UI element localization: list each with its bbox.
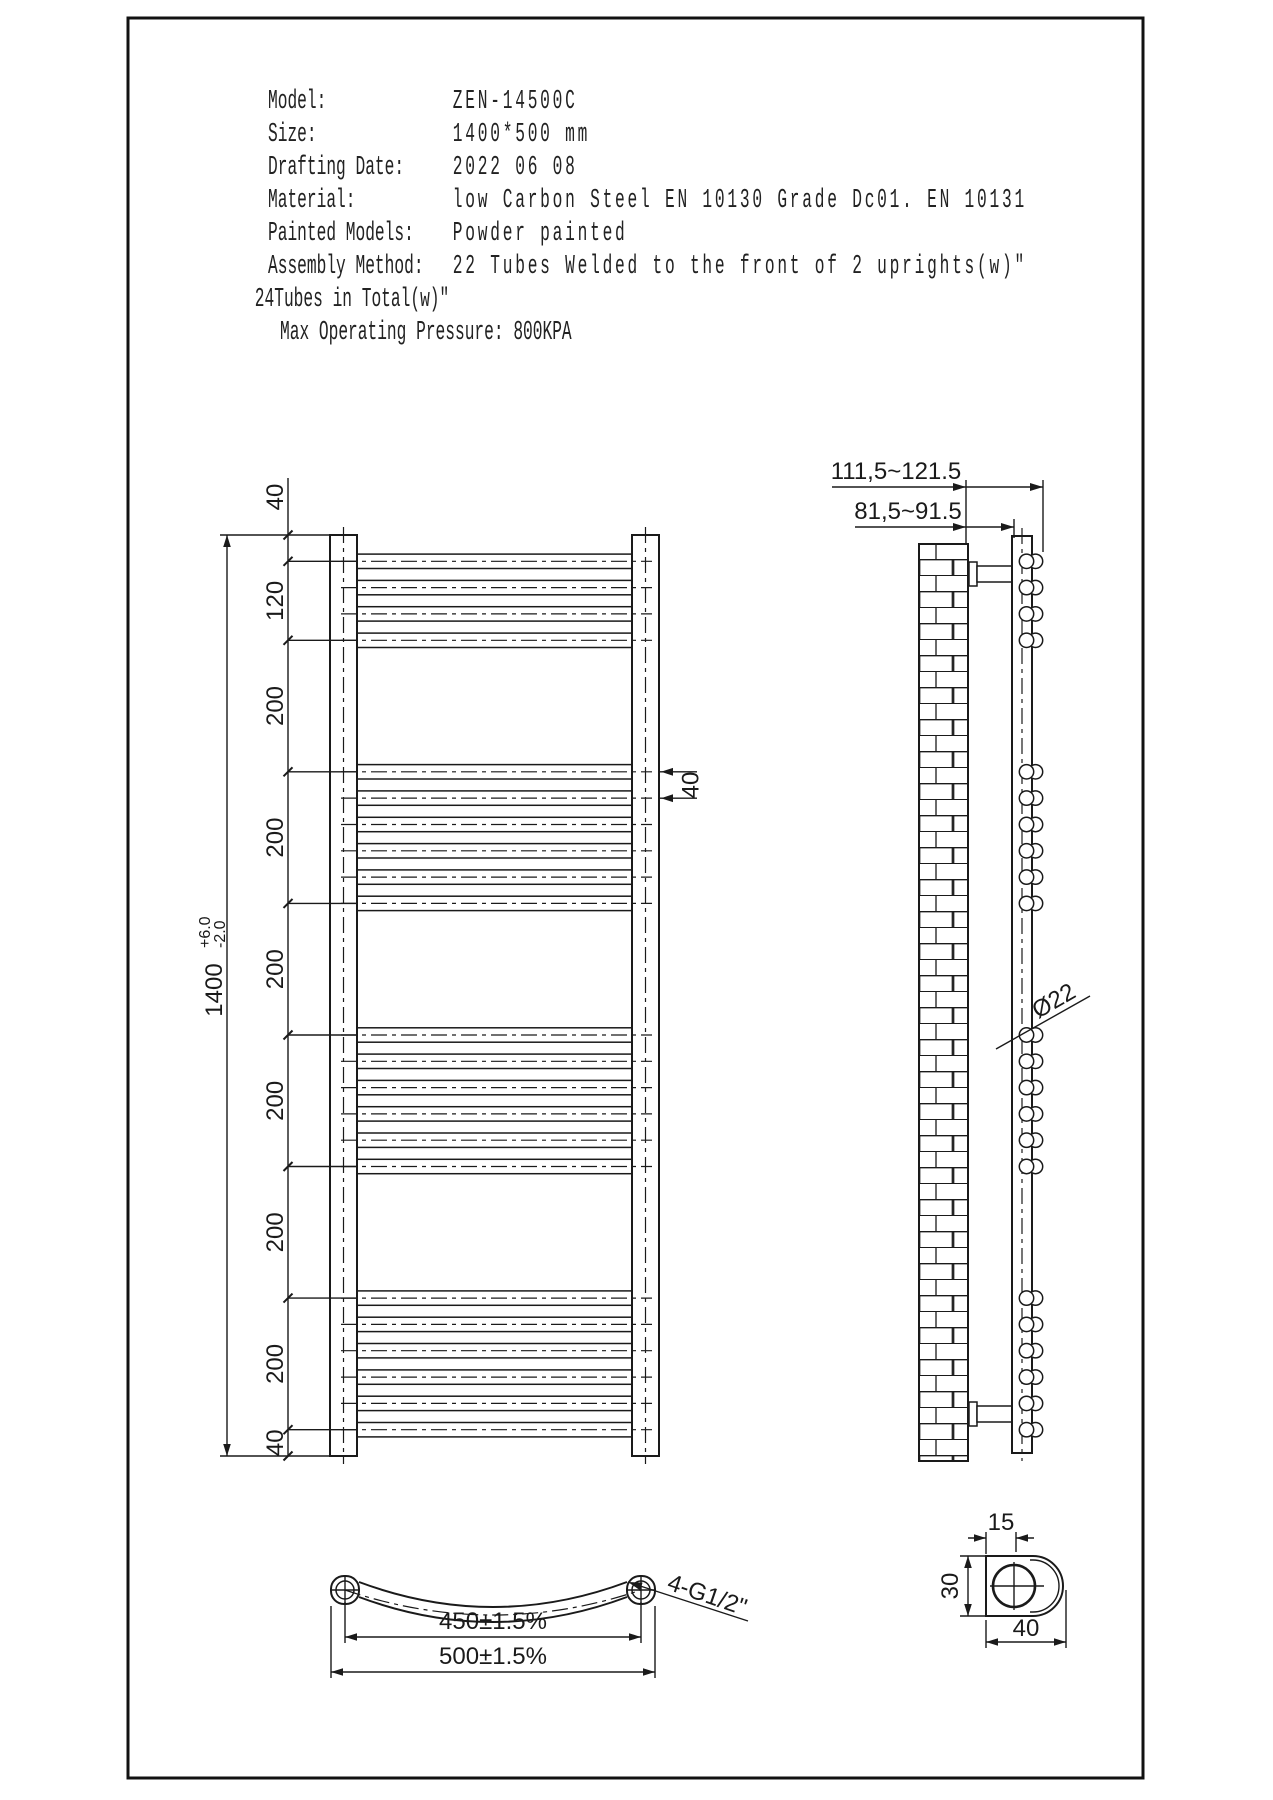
upright-depth-dim: 40 [1012,1615,1040,1642]
tube-end-circle [1019,817,1033,831]
dim-chain-value: 200 [262,1343,289,1384]
dim-chain-label [262,484,289,511]
overall-height-dimension [197,916,229,1016]
tube-end-circle [1019,633,1033,647]
dim-chain-value: 200 [262,817,289,858]
dim-chain-value: 40 [262,1429,289,1457]
tube-end-circle [1019,896,1033,910]
front-tubes [357,554,632,1437]
dim-chain-value: 200 [262,685,289,727]
bottom-wall-bracket [969,1402,1012,1426]
center-distance-dim: 450±1.5% [439,1608,547,1635]
tube-end-circle [1019,1370,1033,1384]
spec-row-tube-total: 24Tubes in Total(w)" [254,285,450,315]
tube-pitch-dimension [659,768,704,802]
tube-end-circle [1019,1317,1033,1331]
dim-chain-label [262,686,289,726]
dim-chain-value: 40 [262,483,289,511]
tube-end-circle [1019,791,1033,805]
tube-pitch-value: 40 [677,771,705,799]
upright-height-dim: 30 [937,1572,964,1600]
tube-end-circle [1019,870,1033,884]
dim-chain-label [262,818,289,858]
tube-end-circle [1019,765,1033,779]
bottom-dimensions [331,1602,655,1678]
spec-label: Assembly Method: [268,252,424,282]
spec-label: Drafting Date: [268,153,405,183]
tube-end-circle [1019,1396,1033,1410]
overall-height-value: 1400 [201,963,228,1017]
dim-chain-label [262,1081,289,1121]
bottom-view [331,1569,750,1678]
dim-chain-value: 120 [262,580,289,621]
tube-end-circle [1019,1291,1033,1305]
spec-label: Material: [268,186,356,216]
tube-end-circle [1019,554,1033,568]
tube-end-circle [1019,844,1033,858]
chain-labels [262,484,289,1457]
dim-chain-label [262,581,289,621]
top-wall-bracket [969,562,1012,586]
spec-label: Size: [268,120,317,150]
wall-to-bracket-dim: 81,5~91.5 [854,498,962,525]
spec-value: ZEN-14500C [452,87,578,117]
spec-value: Powder painted [452,219,628,249]
wall-to-tube-dim: 111,5~121.5 [830,458,962,485]
tube-end-circle [1019,1133,1033,1147]
dim-chain-label [262,1344,289,1384]
bracket-width-dim: 15 [987,1509,1015,1536]
tube-end-circle [1019,1159,1033,1173]
dim-chain-label [262,1429,289,1456]
dim-chain-label [262,949,289,989]
spec-label: Painted Models: [268,219,414,249]
side-view [831,458,1090,1461]
tube-end-circle [1019,1080,1033,1094]
tube-end-circle [1019,1423,1033,1437]
dim-chain-value: 200 [262,1080,289,1121]
tube-diameter-callout [996,978,1090,1049]
tolerance-minus: -2.0 [212,920,229,948]
spec-value: 1400*500 mm [452,120,591,150]
connection-thread-label: 4-G1/2" [664,1569,751,1622]
tolerance-plus: +6.0 [197,916,214,948]
spec-value: low Carbon Steel EN 10130 Grade Dc01. EN 10131 [452,186,1027,216]
spec-value: 22 Tubes Welded to the front of 2 uprights(w)" [452,252,1027,282]
spec-value: 2022 06 08 [452,153,578,183]
tube-diameter-label: Ø22 [1027,978,1081,1025]
detail-view [937,1509,1066,1648]
dim-chain-value: 200 [262,949,289,990]
tube-end-circle [1019,1054,1033,1068]
spec-row-pressure: Max Operating Pressure: 800KPA [280,318,572,348]
tube-end-circle [1019,1107,1033,1121]
dim-chain-value: 200 [262,1212,289,1253]
tube-curve-top [359,1582,627,1607]
overall-width-dim: 500±1.5% [439,1643,547,1670]
tube-end-circle [1019,607,1033,621]
tube-end-circle [1019,1344,1033,1358]
tube-end-circle [1019,580,1033,594]
wall-section [919,544,968,1461]
spec-label: Model: [268,87,327,117]
dim-chain-label [262,1212,289,1252]
front-view [197,478,704,1464]
